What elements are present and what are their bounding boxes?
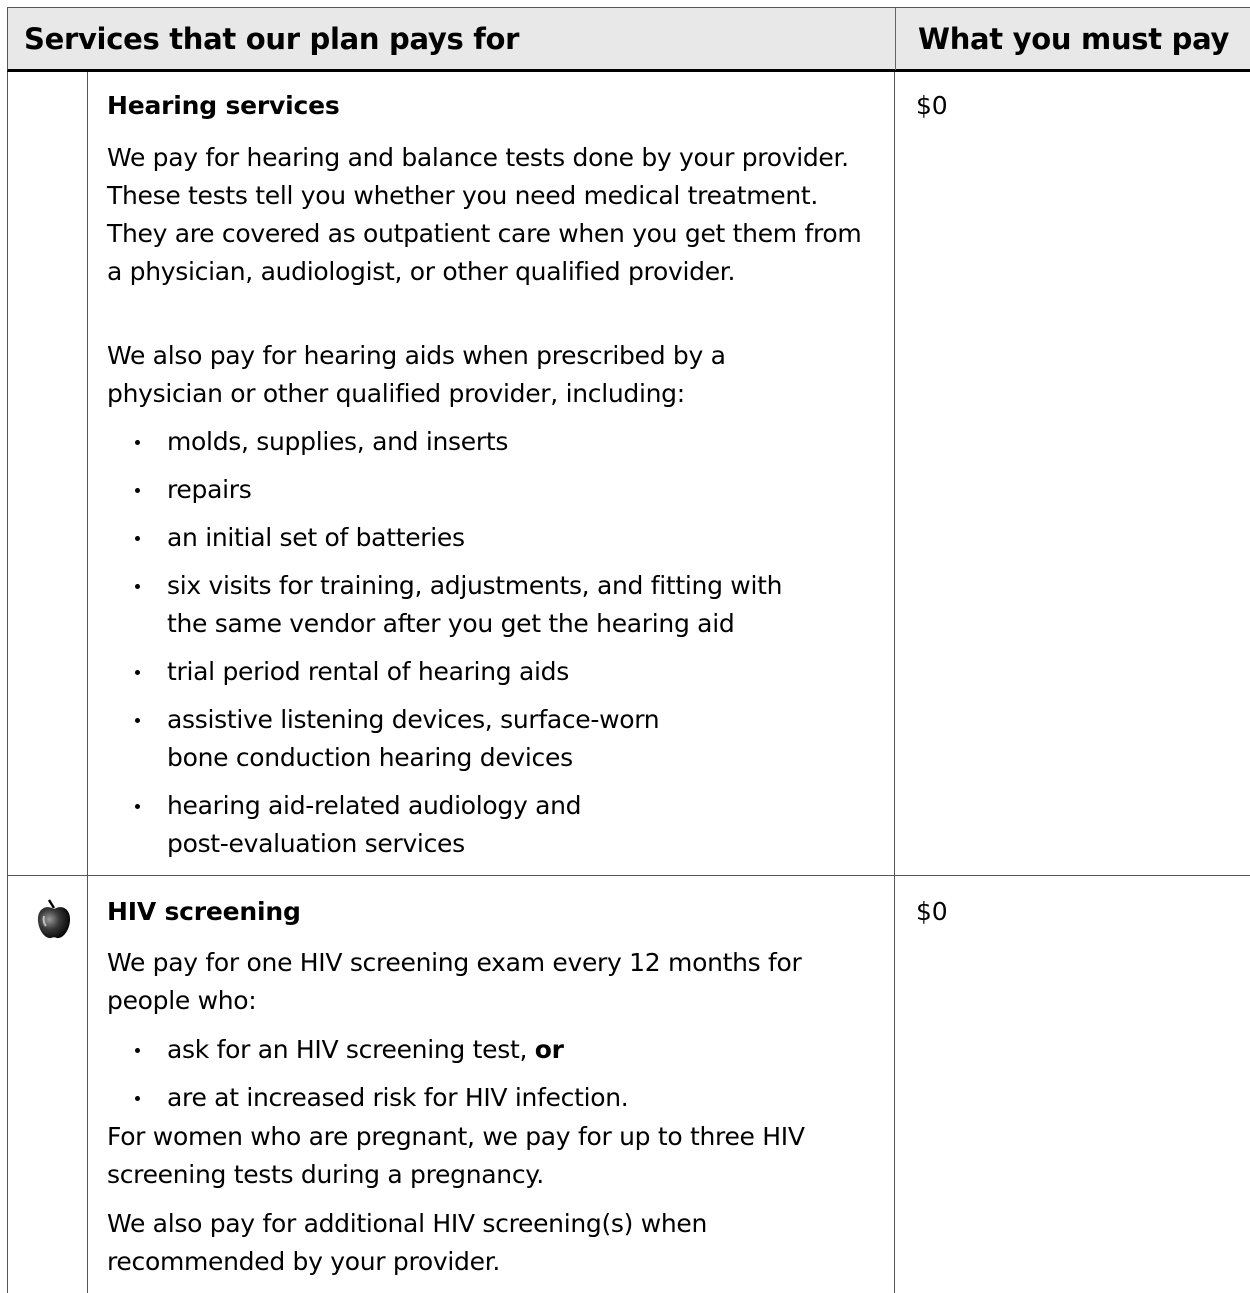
apple-icon	[36, 896, 72, 940]
icon-column-rule	[87, 72, 88, 1293]
list-item: assistive listening devices, surface-worn bone conduction hearing devices	[115, 701, 855, 777]
hearing-aids-paragraph: We also pay for hearing aids when prescribed by a physician or other qualified provider, including:	[107, 341, 726, 408]
list-item: hearing aid-related audiology and post-evaluation services	[115, 787, 855, 863]
hiv-eligibility-list	[115, 1031, 855, 1127]
bullet-icon	[135, 584, 140, 589]
bullet-icon	[135, 804, 140, 809]
additional-screening-paragraph: We also pay for additional HIV screening(s) when recommended by your provider.	[107, 1209, 708, 1276]
bullet-icon	[135, 1048, 140, 1053]
pay-column-rule	[894, 72, 895, 1293]
pay-column-header: What you must pay	[918, 22, 1230, 56]
list-item: trial period rental of hearing aids	[115, 653, 855, 691]
hearing-aids-list	[115, 423, 855, 873]
list-item: molds, supplies, and inserts	[115, 423, 855, 461]
benefits-table	[7, 7, 1250, 1293]
hearing-services-paragraph: We pay for hearing and balance tests done by your provider. These tests tell you whether you need medical treatment. They are covered as outpatient care when you get them from a physician, audiologist, or other qualified provider.	[107, 143, 862, 286]
list-item: repairs	[115, 471, 855, 509]
row-separator	[7, 875, 1250, 876]
pregnancy-paragraph: For women who are pregnant, we pay for up to three HIV screening tests during a pregnancy.	[107, 1122, 805, 1189]
bullet-icon	[135, 536, 140, 541]
list-item: ask for an HIV screening test, or	[115, 1031, 855, 1069]
hiv-screening-cost: $0	[916, 897, 948, 926]
list-item: six visits for training, adjustments, and fitting with the same vendor after you get the hearing aid	[115, 567, 855, 643]
hearing-services-cost: $0	[916, 91, 948, 120]
list-item: an initial set of batteries	[115, 519, 855, 557]
list-item: are at increased risk for HIV infection.	[115, 1079, 855, 1117]
header-divider	[895, 8, 896, 70]
bullet-icon	[135, 670, 140, 675]
bullet-icon	[135, 440, 140, 445]
services-column-header: Services that our plan pays for	[24, 22, 520, 56]
hearing-services-title: Hearing services	[107, 91, 340, 120]
table-left-border	[7, 72, 8, 1293]
hiv-screening-title: HIV screening	[107, 897, 301, 926]
bullet-icon	[135, 488, 140, 493]
table-header	[7, 7, 1250, 72]
bullet-icon	[135, 1096, 140, 1101]
hiv-screening-paragraph: We pay for one HIV screening exam every 12 months for people who:	[107, 948, 802, 1015]
bullet-icon	[135, 718, 140, 723]
